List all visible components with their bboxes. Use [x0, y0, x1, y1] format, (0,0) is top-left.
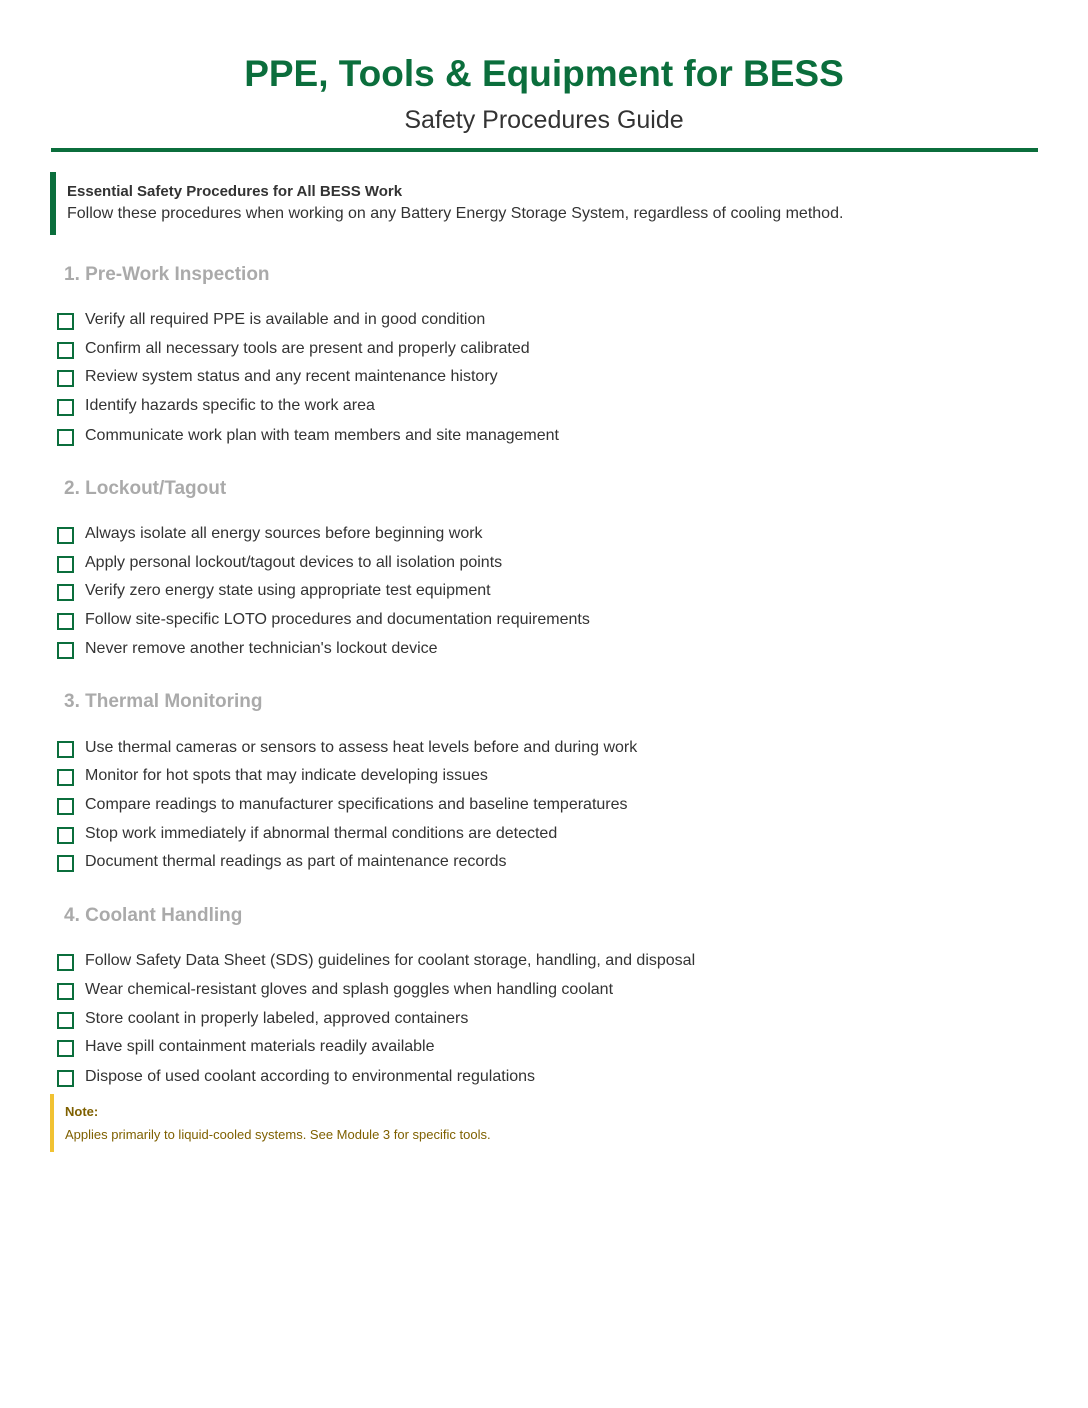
checklist-item-label: Have spill containment materials readily available — [85, 1038, 435, 1055]
checklist-item[interactable] — [57, 853, 957, 875]
checklist-item-label: Follow Safety Data Sheet (SDS) guidelines for coolant storage, handling, and disposal — [85, 952, 696, 969]
section-heading: 1. Pre-Work Inspection — [64, 264, 270, 285]
checkbox[interactable] — [57, 954, 74, 971]
note-text: Applies primarily to liquid-cooled systems. See Module 3 for specific tools. — [65, 1127, 491, 1142]
checklist-item[interactable] — [57, 582, 957, 604]
checkbox[interactable] — [57, 556, 74, 573]
section-heading: 4. Coolant Handling — [64, 905, 243, 926]
checklist-item-label: Verify all required PPE is available and in good condition — [85, 311, 486, 328]
checklist-item-label: Apply personal lockout/tagout devices to all isolation points — [85, 554, 503, 571]
checklist-item[interactable] — [57, 397, 957, 419]
checklist-item-label: Review system status and any recent maintenance history — [85, 368, 498, 385]
checklist-item-label: Document thermal readings as part of maintenance records — [85, 853, 507, 870]
checkbox[interactable] — [57, 399, 74, 416]
checklist-item-label: Communicate work plan with team members and site management — [85, 427, 559, 444]
checkbox[interactable] — [57, 1040, 74, 1057]
checklist-item[interactable] — [57, 739, 957, 761]
page-title: PPE, Tools & Equipment for BESS — [244, 53, 844, 94]
checklist-item[interactable] — [57, 427, 957, 449]
note-title: Note: — [65, 1104, 99, 1119]
checkbox[interactable] — [57, 429, 74, 446]
checklist-item[interactable] — [57, 825, 957, 847]
checklist-item[interactable] — [57, 767, 957, 789]
checklist-item-label: Stop work immediately if abnormal thermal conditions are detected — [85, 825, 558, 842]
checklist-item-label: Dispose of used coolant according to environmental regulations — [85, 1068, 536, 1085]
checklist-item[interactable] — [57, 1010, 957, 1032]
section-heading: 2. Lockout/Tagout — [64, 478, 227, 499]
checklist-item-label: Store coolant in properly labeled, approved containers — [85, 1010, 469, 1027]
checkbox[interactable] — [57, 613, 74, 630]
checkbox[interactable] — [57, 741, 74, 758]
checklist-item-label: Use thermal cameras or sensors to assess heat levels before and during work — [85, 739, 638, 756]
checklist-item-label: Always isolate all energy sources before beginning work — [85, 525, 483, 542]
checkbox[interactable] — [57, 798, 74, 815]
checklist-item-label: Compare readings to manufacturer specifications and baseline temperatures — [85, 796, 628, 813]
checkbox[interactable] — [57, 313, 74, 330]
checklist-item[interactable] — [57, 525, 957, 547]
checkbox[interactable] — [57, 827, 74, 844]
page-subtitle: Safety Procedures Guide — [404, 106, 684, 134]
note-callout — [50, 1094, 650, 1152]
checkbox[interactable] — [57, 370, 74, 387]
checkbox[interactable] — [57, 1070, 74, 1087]
checkbox[interactable] — [57, 584, 74, 601]
checklist-item-label: Identify hazards specific to the work area — [85, 397, 375, 414]
checkbox[interactable] — [57, 769, 74, 786]
checklist-item-label: Wear chemical-resistant gloves and splash goggles when handling coolant — [85, 981, 614, 998]
intro-text: Follow these procedures when working on any Battery Energy Storage System, regardless of cooling method. — [67, 205, 844, 222]
checklist-item-label: Never remove another technician's lockout device — [85, 640, 438, 657]
checklist-item[interactable] — [57, 554, 957, 576]
checkbox[interactable] — [57, 642, 74, 659]
checklist-item[interactable] — [57, 952, 957, 974]
checklist-item[interactable] — [57, 1068, 957, 1090]
intro-title: Essential Safety Procedures for All BESS Work — [67, 183, 403, 200]
checkbox[interactable] — [57, 1012, 74, 1029]
checklist-item-label: Follow site-specific LOTO procedures and documentation requirements — [85, 611, 590, 628]
checkbox[interactable] — [57, 983, 74, 1000]
header-divider — [51, 148, 1038, 152]
checklist-item-label: Monitor for hot spots that may indicate developing issues — [85, 767, 488, 784]
checklist-item[interactable] — [57, 640, 957, 662]
checklist-item-label: Verify zero energy state using appropriate test equipment — [85, 582, 491, 599]
checkbox[interactable] — [57, 342, 74, 359]
checklist-item[interactable] — [57, 796, 957, 818]
checklist-item[interactable] — [57, 611, 957, 633]
checklist-item[interactable] — [57, 368, 957, 390]
checkbox[interactable] — [57, 527, 74, 544]
checklist-item[interactable] — [57, 1038, 957, 1060]
checklist-item[interactable] — [57, 340, 957, 362]
intro-callout — [50, 172, 1030, 235]
checkbox[interactable] — [57, 855, 74, 872]
checklist-item[interactable] — [57, 981, 957, 1003]
section-heading: 3. Thermal Monitoring — [64, 691, 263, 712]
checklist-item-label: Confirm all necessary tools are present and properly calibrated — [85, 340, 530, 357]
checklist-item[interactable] — [57, 311, 957, 333]
